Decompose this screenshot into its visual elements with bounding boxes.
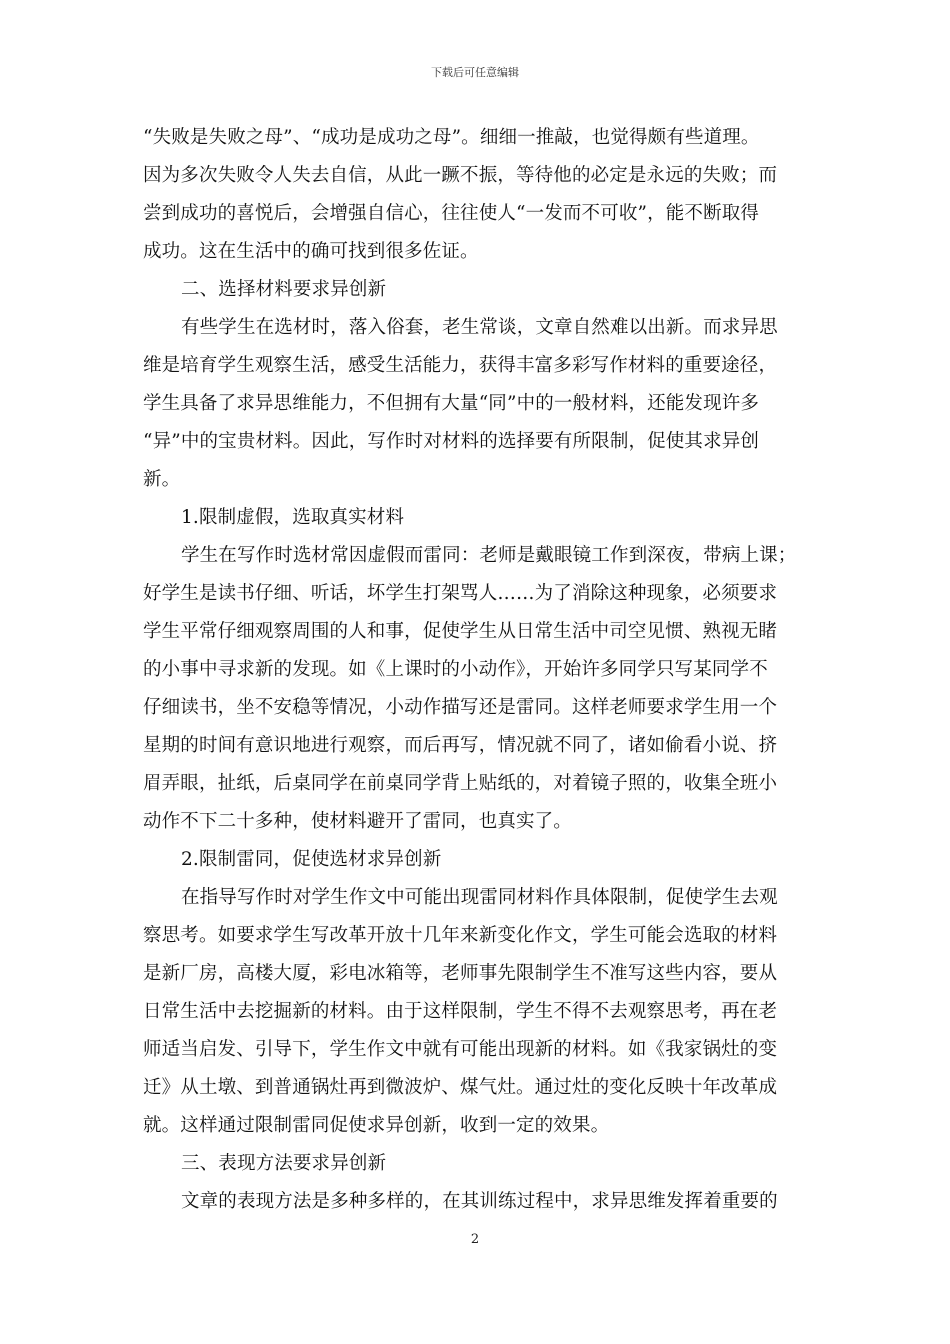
paragraph-line: 迁》从土墩、到普通锅灶再到微波炉、煤气灶。通过灶的变化反映十年改革成 [143, 1077, 778, 1098]
paragraph-line: 眉弄眼，扯纸，后桌同学在前桌同学背上贴纸的，对着镜子照的，收集全班小 [143, 773, 778, 794]
paragraph-line: 成功。这在生活中的确可找到很多佐证。 [143, 241, 479, 262]
paragraph-line: 仔细读书，坐不安稳等情况，小动作描写还是雷同。这样老师要求学生用一个 [143, 697, 778, 718]
paragraph-line: 因为多次失败令人失去自信，从此一蹶不振，等待他的必定是永远的失败；而 [143, 165, 778, 186]
paragraph-line: “失败是失败之母”、“成功是成功之母”。细细一推敲，也觉得颇有些道理。 [143, 127, 760, 148]
paragraph-line: 尝到成功的喜悦后，会增强自信心，往往使人“一发而不可收”，能不断取得 [143, 203, 760, 224]
paragraph-line: 星期的时间有意识地进行观察，而后再写，情况就不同了，诸如偷看小说、挤 [143, 735, 778, 756]
paragraph-line: “异”中的宝贵材料。因此，写作时对材料的选择要有所限制，促使其求异创 [143, 431, 760, 452]
paragraph-line: 是新厂房，高楼大厦，彩电冰箱等，老师事先限制学生不准写这些内容，要从 [143, 963, 778, 984]
paragraph-line: 维是培育学生观察生活，感受生活能力，获得丰富多彩写作材料的重要途径， [143, 355, 778, 376]
subsection-heading: 2.限制雷同，促使选材求异创新 [181, 849, 442, 870]
page-number: 2 [470, 1232, 480, 1247]
paragraph-line: 日常生活中去挖掘新的材料。由于这样限制，学生不得不去观察思考，再在老 [143, 1001, 778, 1022]
paragraph-line: 学生在写作时选材常因虚假而雷同：老师是戴眼镜工作到深夜，带病上课； [181, 545, 797, 566]
paragraph-line: 文章的表现方法是多种多样的，在其训练过程中，求异思维发挥着重要的 [181, 1191, 778, 1212]
paragraph-line: 学生具备了求异思维能力，不但拥有大量“同”中的一般材料，还能发现许多 [143, 393, 760, 414]
paragraph-line: 动作不下二十多种，使材料避开了雷同，也真实了。 [143, 811, 572, 832]
paragraph-line: 有些学生在选材时，落入俗套，老生常谈，文章自然难以出新。而求异思 [181, 317, 778, 338]
paragraph-line: 的小事中寻求新的发现。如《上课时的小动作》，开始许多同学只写某同学不 [143, 659, 768, 680]
paragraph-line: 学生平常仔细观察周围的人和事，促使学生从日常生活中司空见惯、熟视无睹 [143, 621, 778, 642]
paragraph-line: 就。这样通过限制雷同促使求异创新，收到一定的效果。 [143, 1115, 610, 1136]
paragraph-line: 好学生是读书仔细、听话，坏学生打架骂人……为了消除这种现象，必须要求 [143, 583, 778, 604]
paragraph-line: 在指导写作时对学生作文中可能出现雷同材料作具体限制，促使学生去观 [181, 887, 778, 908]
section-heading: 二、选择材料要求异创新 [181, 279, 387, 300]
paragraph-line: 师适当启发、引导下，学生作文中就有可能出现新的材料。如《我家锅灶的变 [143, 1039, 778, 1060]
subsection-heading: 1.限制虚假，选取真实材料 [181, 507, 405, 528]
document-body [143, 119, 813, 1221]
paragraph-line: 察思考。如要求学生写改革开放十几年来新变化作文，学生可能会选取的材料 [143, 925, 778, 946]
page-header: 下载后可任意编辑 [431, 66, 519, 79]
paragraph-line: 新。 [143, 469, 181, 490]
section-heading: 三、表现方法要求异创新 [181, 1153, 387, 1174]
